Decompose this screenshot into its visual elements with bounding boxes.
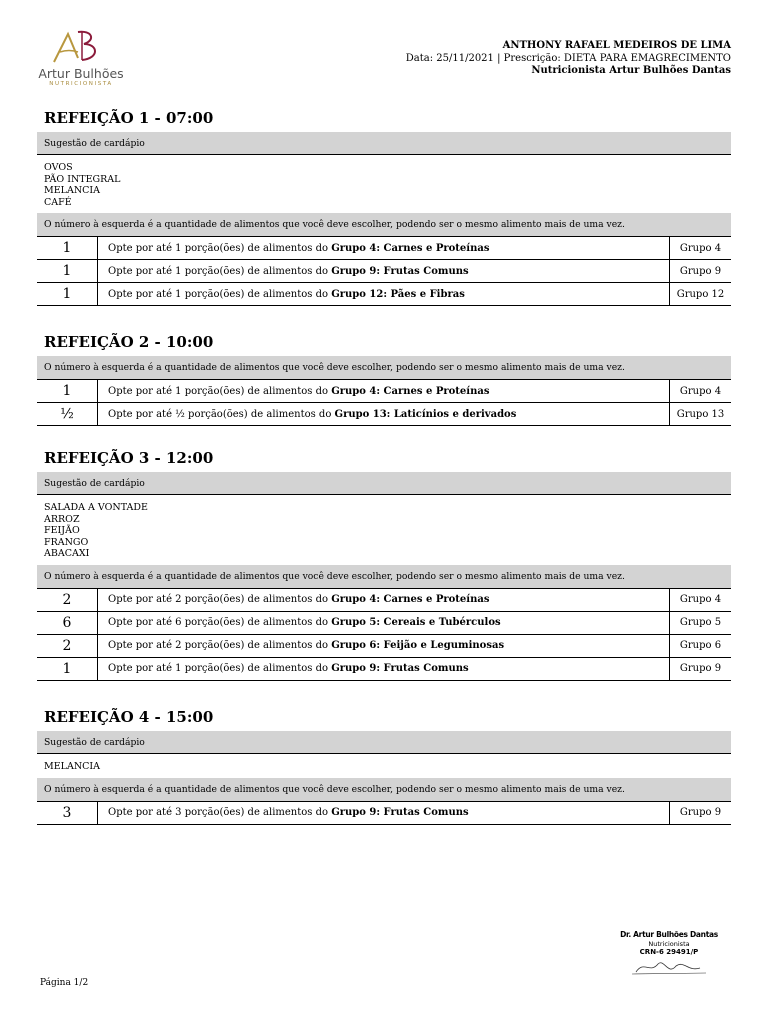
patient-name: ANTHONY RAFAEL MEDEIROS DE LIMA bbox=[502, 40, 731, 51]
portion-row bbox=[37, 380, 731, 403]
portion-row bbox=[37, 588, 731, 611]
portion-group-name: Grupo 4: Carnes e Proteínas bbox=[331, 385, 490, 397]
menu-item: OVOS bbox=[44, 162, 73, 173]
portion-quantity: 2 bbox=[37, 634, 98, 657]
portion-group-code: Grupo 4 bbox=[670, 237, 732, 260]
portion-text bbox=[98, 403, 670, 426]
meal-section bbox=[37, 707, 731, 825]
portion-group-name: Grupo 12: Pães e Fibras bbox=[331, 288, 465, 300]
menu-item: MELANCIA bbox=[44, 185, 101, 196]
menu-list bbox=[37, 495, 731, 565]
portion-text bbox=[98, 657, 670, 680]
menu-item: FRANGO bbox=[44, 536, 89, 548]
portion-group-code: Grupo 9 bbox=[670, 801, 732, 824]
portion-group-name: Grupo 4: Carnes e Proteínas bbox=[331, 242, 490, 254]
menu-suggestion-header: Sugestão de cardápio bbox=[37, 731, 731, 754]
portion-prefix: Opte por até 1 porção(ões) de alimentos do bbox=[108, 242, 332, 254]
portion-group-code: Grupo 13 bbox=[670, 403, 732, 426]
portion-text bbox=[98, 611, 670, 634]
portion-quantity: 1 bbox=[37, 260, 98, 283]
portion-group-name: Grupo 9: Frutas Comuns bbox=[331, 663, 469, 674]
portion-quantity: 3 bbox=[37, 801, 98, 824]
portion-row bbox=[37, 801, 731, 824]
meal-section bbox=[37, 448, 731, 681]
portion-text bbox=[98, 260, 670, 283]
logo-mark-icon bbox=[48, 28, 112, 68]
nutritionist-name: Nutricionista Artur Bulhões Dantas bbox=[531, 65, 731, 76]
portion-note: O número à esquerda é a quantidade de alimentos que você deve escolher, podendo ser o mesmo alimento mais de uma vez. bbox=[37, 778, 731, 801]
page-number: Página 1/2 bbox=[40, 978, 89, 988]
portion-group-code: Grupo 9 bbox=[670, 260, 732, 283]
portion-group-code: Grupo 4 bbox=[670, 588, 732, 611]
portion-note: O número à esquerda é a quantidade de alimentos que você deve escolher, podendo ser o mesmo alimento mais de uma vez. bbox=[37, 213, 731, 236]
portion-row bbox=[37, 260, 731, 283]
meal-section bbox=[37, 108, 731, 306]
meal-title: REFEIÇÃO 1 - 07:00 bbox=[44, 109, 214, 127]
logo-name: Artur Bulhões bbox=[38, 66, 124, 81]
menu-item: FEIJÃO bbox=[44, 525, 80, 536]
menu-suggestion-header: Sugestão de cardápio bbox=[37, 132, 731, 155]
portion-prefix: Opte por até 2 porção(ões) de alimentos do bbox=[108, 640, 332, 651]
portion-row bbox=[37, 634, 731, 657]
stamp-crn: CRN-6 29491/P bbox=[639, 948, 699, 956]
menu-item: CAFÉ bbox=[44, 196, 72, 208]
menu-list bbox=[37, 155, 731, 213]
portion-group-name: Grupo 4: Carnes e Proteínas bbox=[331, 594, 490, 605]
brand-logo bbox=[34, 28, 124, 90]
portion-group-code: Grupo 6 bbox=[670, 634, 732, 657]
portion-row bbox=[37, 283, 731, 306]
portion-quantity: 1 bbox=[37, 283, 98, 306]
logo-subtitle: NUTRICIONISTA bbox=[49, 81, 113, 87]
document-header bbox=[406, 40, 731, 78]
portion-table bbox=[37, 379, 731, 426]
portion-text bbox=[98, 588, 670, 611]
menu-item: SALADA A VONTADE bbox=[44, 502, 148, 513]
prescription-date-line: Data: 25/11/2021 | Prescrição: DIETA PARA EMAGRECIMENTO bbox=[405, 52, 731, 64]
portion-prefix: Opte por até 3 porção(ões) de alimentos do bbox=[108, 807, 332, 818]
portion-group-name: Grupo 9: Frutas Comuns bbox=[331, 265, 469, 277]
portion-prefix: Opte por até 1 porção(ões) de alimentos do bbox=[108, 663, 332, 674]
portion-text bbox=[98, 237, 670, 260]
stamp-name: Dr. Artur Bulhões Dantas bbox=[620, 930, 718, 939]
portion-group-name: Grupo 5: Cereais e Tubérculos bbox=[331, 617, 501, 628]
portion-group-code: Grupo 9 bbox=[670, 657, 732, 680]
meal-section bbox=[37, 332, 731, 426]
portion-table bbox=[37, 588, 731, 681]
portion-quantity: 1 bbox=[37, 237, 98, 260]
portion-row bbox=[37, 403, 731, 426]
portion-group-name: Grupo 13: Laticínios e derivados bbox=[334, 408, 517, 420]
meal-title: REFEIÇÃO 3 - 12:00 bbox=[44, 449, 214, 467]
portion-group-code: Grupo 12 bbox=[670, 283, 732, 306]
portion-group-code: Grupo 4 bbox=[670, 380, 732, 403]
portion-text bbox=[98, 283, 670, 306]
menu-item: ARROZ bbox=[44, 513, 80, 525]
portion-prefix: Opte por até 1 porção(ões) de alimentos do bbox=[108, 385, 332, 397]
portion-quantity: 2 bbox=[37, 588, 98, 611]
portion-group-code: Grupo 5 bbox=[670, 611, 732, 634]
menu-list bbox=[37, 754, 731, 778]
portion-text bbox=[98, 801, 670, 824]
portion-quantity: 1 bbox=[37, 657, 98, 680]
menu-item: MELANCIA bbox=[44, 761, 101, 772]
portion-prefix: Opte por até 2 porção(ões) de alimentos do bbox=[108, 594, 332, 605]
portion-note: O número à esquerda é a quantidade de alimentos que você deve escolher, podendo ser o mesmo alimento mais de uma vez. bbox=[37, 565, 731, 588]
portion-table bbox=[37, 801, 731, 825]
portion-group-name: Grupo 6: Feijão e Leguminosas bbox=[331, 640, 505, 651]
portion-note: O número à esquerda é a quantidade de alimentos que você deve escolher, podendo ser o mesmo alimento mais de uma vez. bbox=[37, 356, 731, 379]
portion-prefix: Opte por até 1 porção(ões) de alimentos do bbox=[108, 265, 332, 277]
meal-title: REFEIÇÃO 2 - 10:00 bbox=[44, 333, 214, 351]
portion-prefix: Opte por até 6 porção(ões) de alimentos do bbox=[108, 617, 332, 628]
portion-row bbox=[37, 237, 731, 260]
menu-suggestion-header: Sugestão de cardápio bbox=[37, 472, 731, 495]
portion-prefix: Opte por até ½ porção(ões) de alimentos do bbox=[108, 408, 335, 420]
signature-scribble-icon bbox=[614, 956, 724, 978]
portion-text bbox=[98, 380, 670, 403]
stamp-role: Nutricionista bbox=[648, 940, 690, 948]
portion-quantity: ½ bbox=[37, 403, 98, 426]
signature-stamp bbox=[614, 930, 724, 990]
portion-text bbox=[98, 634, 670, 657]
portion-table bbox=[37, 236, 731, 306]
menu-item: ABACAXI bbox=[44, 548, 90, 559]
menu-item: PÃO INTEGRAL bbox=[44, 173, 121, 185]
meal-title: REFEIÇÃO 4 - 15:00 bbox=[44, 708, 214, 726]
portion-group-name: Grupo 9: Frutas Comuns bbox=[331, 807, 469, 818]
portion-quantity: 1 bbox=[37, 380, 98, 403]
portion-row bbox=[37, 611, 731, 634]
portion-quantity: 6 bbox=[37, 611, 98, 634]
portion-row bbox=[37, 657, 731, 680]
portion-prefix: Opte por até 1 porção(ões) de alimentos do bbox=[108, 288, 332, 300]
